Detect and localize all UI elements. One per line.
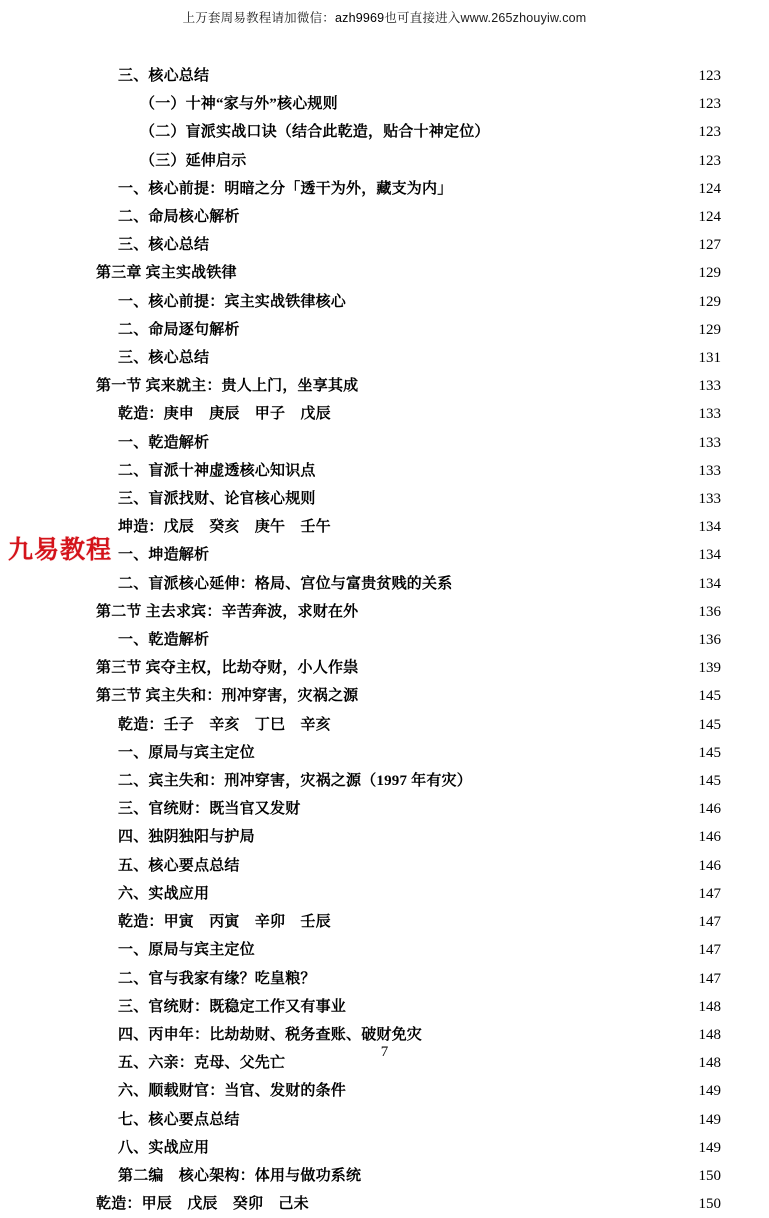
toc-entry-page: 127 xyxy=(698,237,721,254)
toc-entry-label: 二、宾主失和：刑冲穿害，灾祸之源（1997 年有灾） xyxy=(118,773,472,790)
toc-leader-dots xyxy=(362,657,685,672)
toc-entry[interactable] xyxy=(96,541,721,569)
toc-entry[interactable] xyxy=(96,570,721,598)
toc-entry-label: 三、官统财：既当官又发财 xyxy=(118,801,301,818)
toc-entry-label: 二、命局逐句解析 xyxy=(118,321,240,338)
toc-entry[interactable] xyxy=(96,1134,721,1162)
toc-entry-label: 第二节 主去求宾：辛苦奔波，求财在外 xyxy=(96,603,359,620)
toc-entry[interactable] xyxy=(96,993,721,1021)
toc-leader-dots xyxy=(244,319,685,334)
page-number: 7 xyxy=(380,1044,389,1060)
toc-leader-dots xyxy=(213,234,685,249)
toc-leader-dots xyxy=(335,516,685,531)
toc-entry-label: 二、命局核心解析 xyxy=(118,209,240,226)
toc-entry-label: 一、乾造解析 xyxy=(118,632,210,649)
toc-entry[interactable] xyxy=(96,823,721,851)
toc-entry-page: 146 xyxy=(698,801,721,818)
toc-entry[interactable] xyxy=(96,711,721,739)
toc-entry[interactable] xyxy=(96,936,721,964)
toc-entry-page: 147 xyxy=(698,970,721,987)
toc-entry-page: 149 xyxy=(698,1111,721,1128)
toc-entry-page: 147 xyxy=(698,885,721,902)
toc-leader-dots xyxy=(320,968,685,983)
toc-entry[interactable] xyxy=(96,654,721,682)
toc-leader-dots xyxy=(213,629,685,644)
toc-entry[interactable] xyxy=(96,513,721,541)
toc-entry-page: 148 xyxy=(698,1026,721,1043)
toc-entry-label: 第一节 宾来就主：贵人上门，坐享其成 xyxy=(96,378,359,395)
toc-entry-page: 145 xyxy=(698,688,721,705)
toc-entry[interactable] xyxy=(96,682,721,710)
toc-entry[interactable] xyxy=(96,739,721,767)
toc-leader-dots xyxy=(320,488,685,503)
toc-entry-label: 乾造：庚申 庚辰 甲子 戊辰 xyxy=(118,406,331,423)
toc-entry[interactable] xyxy=(96,288,721,316)
toc-entry-page: 133 xyxy=(698,434,721,451)
toc-entry-page: 129 xyxy=(698,293,721,310)
toc-leader-dots xyxy=(335,714,685,729)
toc-entry[interactable] xyxy=(96,1162,721,1190)
toc-entry-label: 二、盲派核心延伸：格局、宫位与富贵贫贱的关系 xyxy=(118,575,453,592)
toc-entry-label: 四、独阴独阳与护局 xyxy=(118,829,255,846)
toc-entry-label: 三、核心总结 xyxy=(118,237,210,254)
toc-entry[interactable] xyxy=(96,231,721,259)
toc-leader-dots xyxy=(244,1109,685,1124)
toc-leader-dots xyxy=(259,826,685,841)
toc-entry[interactable] xyxy=(96,598,721,626)
toc-leader-dots xyxy=(350,1080,685,1095)
toc-entry-page: 129 xyxy=(698,265,721,282)
toc-leader-dots xyxy=(213,883,685,898)
toc-entry-page: 123 xyxy=(698,152,721,169)
toc-entry-label: 七、核心要点总结 xyxy=(118,1111,240,1128)
toc-leader-dots xyxy=(362,601,685,616)
toc-entry-page: 147 xyxy=(698,914,721,931)
toc-entry-page: 123 xyxy=(698,96,721,113)
toc-leader-dots xyxy=(456,573,685,588)
toc-entry-label: 三、核心总结 xyxy=(118,350,210,367)
toc-entry[interactable] xyxy=(96,118,721,146)
toc-leader-dots xyxy=(213,347,685,362)
toc-entry-label: 四、丙申年：比劫劫财、税务查账、破财免灾 xyxy=(118,1026,423,1043)
toc-entry-page: 123 xyxy=(698,68,721,84)
toc-entry-label: 一、核心前提：宾主实战铁律核心 xyxy=(118,293,347,310)
toc-entry-page: 124 xyxy=(698,209,721,226)
toc-entry[interactable] xyxy=(96,457,721,485)
toc-entry-page: 124 xyxy=(698,180,721,197)
toc-leader-dots xyxy=(259,742,685,757)
toc-leader-dots xyxy=(335,403,685,418)
toc-entry-page: 133 xyxy=(698,378,721,395)
toc-entry[interactable] xyxy=(96,852,721,880)
toc-leader-dots xyxy=(213,65,685,80)
toc-leader-dots xyxy=(213,1137,685,1152)
toc-entry-label: 一、坤造解析 xyxy=(118,547,210,564)
promo-banner-prefix: 上万套周易教程请加微信： xyxy=(182,11,335,25)
toc-entry-page: 136 xyxy=(698,603,721,620)
toc-entry-label: 乾造：壬子 辛亥 丁巳 辛亥 xyxy=(118,716,331,733)
toc-entry-page: 145 xyxy=(698,744,721,761)
toc-leader-dots xyxy=(244,206,685,221)
toc-entry[interactable] xyxy=(96,1190,721,1218)
toc-entry-page: 147 xyxy=(698,942,721,959)
toc-leader-dots xyxy=(350,996,685,1011)
toc-entry-label: 一、乾造解析 xyxy=(118,434,210,451)
toc-leader-dots xyxy=(362,375,685,390)
toc-entry-page: 134 xyxy=(698,547,721,564)
toc-leader-dots xyxy=(342,93,685,108)
toc-entry-label: （三）延伸启示 xyxy=(140,152,247,169)
toc-leader-dots xyxy=(213,432,685,447)
toc-entry[interactable] xyxy=(96,767,721,795)
toc-entry-page: 145 xyxy=(698,716,721,733)
toc-entry[interactable] xyxy=(96,1077,721,1105)
toc-entry-page: 133 xyxy=(698,406,721,423)
toc-leader-dots xyxy=(365,1165,685,1180)
toc-leader-dots xyxy=(241,262,685,277)
toc-leader-dots xyxy=(213,544,685,559)
toc-entry[interactable] xyxy=(96,795,721,823)
toc-entry-page: 149 xyxy=(698,1083,721,1100)
toc-entry[interactable] xyxy=(96,90,721,118)
toc-leader-dots xyxy=(362,685,685,700)
toc-leader-dots xyxy=(304,798,685,813)
toc-entry-page: 133 xyxy=(698,462,721,479)
promo-banner-wechat: azh9969 xyxy=(334,11,385,25)
promo-banner-suffix: 也可直接进入www.265zhouyiw.com xyxy=(384,11,587,25)
toc-entry-page: 133 xyxy=(698,491,721,508)
toc-entry-page: 129 xyxy=(698,321,721,338)
toc-entry-label: 八、实战应用 xyxy=(118,1139,210,1156)
toc-leader-dots xyxy=(476,770,685,785)
toc-entry-page: 148 xyxy=(698,998,721,1015)
toc-entry-label: 第二编 核心架构：体用与做功系统 xyxy=(118,1167,362,1184)
toc-entry[interactable] xyxy=(96,203,721,231)
toc-entry-page: 139 xyxy=(698,660,721,677)
toc-entry-label: 乾造：甲寅 丙寅 辛卯 壬辰 xyxy=(118,914,331,931)
toc-entry[interactable] xyxy=(96,880,721,908)
toc-entry-page: 134 xyxy=(698,575,721,592)
toc-entry[interactable] xyxy=(96,372,721,400)
toc-leader-dots xyxy=(350,291,685,306)
toc-entry-label: 第三章 宾主实战铁律 xyxy=(96,265,237,282)
toc-entry[interactable] xyxy=(96,175,721,203)
toc-entry-page: 123 xyxy=(698,124,721,141)
toc-entry-label: 五、核心要点总结 xyxy=(118,857,240,874)
toc-entry-label: （一）十神“家与外”核心规则 xyxy=(140,96,338,113)
toc-entry-label: 第三节 宾主失和：刑冲穿害，灾祸之源 xyxy=(96,688,359,705)
toc-entry[interactable] xyxy=(96,908,721,936)
toc-entry-label: 一、核心前提：明暗之分「透干为外，藏支为内」 xyxy=(118,180,453,197)
toc-entry-label: 第三节 宾夺主权，比劫夺财，小人作祟 xyxy=(96,660,359,677)
toc-entry-label: 一、原局与宾主定位 xyxy=(118,942,255,959)
toc-entry[interactable] xyxy=(96,344,721,372)
toc-entry-label: 坤造：戊辰 癸亥 庚午 壬午 xyxy=(118,519,331,536)
toc-entry-label: 五、六亲：克母、父先亡 xyxy=(118,1055,286,1072)
toc-entry-label: 二、官与我家有缘？吃皇粮？ xyxy=(118,970,316,987)
toc-entry-page: 131 xyxy=(698,350,721,367)
toc-leader-dots xyxy=(244,855,685,870)
toc-entry[interactable] xyxy=(96,316,721,344)
toc-leader-dots xyxy=(313,1193,685,1208)
toc-leader-dots xyxy=(426,1024,685,1039)
toc-entry-label: 六、顺载财官：当官、发财的条件 xyxy=(118,1083,347,1100)
toc-leader-dots xyxy=(335,911,685,926)
toc-entry[interactable] xyxy=(96,1106,721,1134)
toc-entry-page: 146 xyxy=(698,829,721,846)
toc-entry-label: 三、官统财：既稳定工作又有事业 xyxy=(118,998,347,1015)
toc-entry[interactable] xyxy=(96,400,721,428)
toc-entry-page: 134 xyxy=(698,519,721,536)
toc-entry[interactable] xyxy=(96,485,721,513)
toc-leader-dots xyxy=(250,150,685,165)
toc-leader-dots xyxy=(494,121,685,136)
toc-entry-page: 150 xyxy=(698,1196,721,1213)
toc-leader-dots xyxy=(320,460,685,475)
toc-entry[interactable] xyxy=(96,147,721,175)
promo-banner xyxy=(0,8,769,26)
toc-entry-page: 146 xyxy=(698,857,721,874)
toc-entry-label: 乾造：甲辰 戊辰 癸卯 己未 xyxy=(96,1196,309,1213)
toc-entry-page: 148 xyxy=(698,1055,721,1072)
toc-entry-page: 136 xyxy=(698,632,721,649)
toc-entry[interactable] xyxy=(96,259,721,287)
toc-leader-dots xyxy=(456,178,685,193)
toc-entry[interactable] xyxy=(96,429,721,457)
toc-entry[interactable] xyxy=(96,965,721,993)
toc-entry-label: 三、盲派找财、论官核心规则 xyxy=(118,491,316,508)
watermark-logo: 九易教程 xyxy=(8,536,113,564)
toc-entry-label: 二、盲派十神虚透核心知识点 xyxy=(118,462,316,479)
toc-entry-label: 一、原局与宾主定位 xyxy=(118,744,255,761)
toc-entry-page: 150 xyxy=(698,1167,721,1184)
toc-entry-page: 145 xyxy=(698,773,721,790)
toc-entry[interactable] xyxy=(96,626,721,654)
toc-leader-dots xyxy=(259,939,685,954)
toc-entry-label: 六、实战应用 xyxy=(118,885,210,902)
toc-entry-label: 三、核心总结 xyxy=(118,68,210,84)
toc-entry[interactable] xyxy=(96,62,721,90)
toc-entry-page: 149 xyxy=(698,1139,721,1156)
toc-entry-label: （二）盲派实战口诀（结合此乾造，贴合十神定位） xyxy=(140,124,490,141)
